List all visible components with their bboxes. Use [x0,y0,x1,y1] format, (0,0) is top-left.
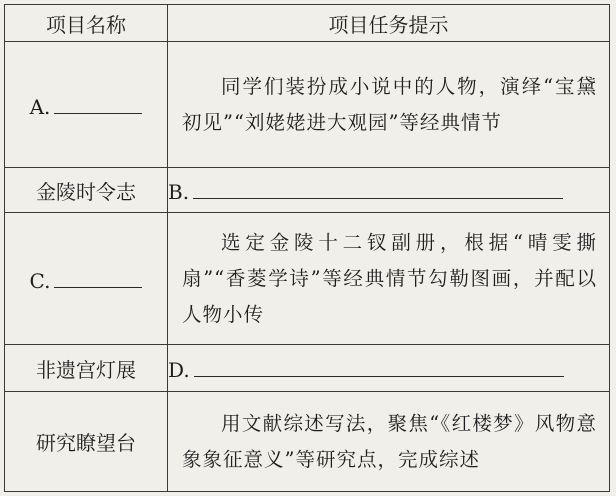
table-row [5,345,610,392]
task-cell-c [168,213,610,345]
name-cell-b: 金陵时令志 [5,168,168,213]
task-cell-d [168,345,610,392]
header-task-hint: 项目任务提示 [168,5,610,42]
task-cell-b [168,168,610,213]
fill-blank-b[interactable] [193,176,563,199]
table-row [5,213,610,345]
task-text-a: 同学们装扮成小说中的人物，演绎“宝黛初见”“刘姥姥进大观园”等经典情节 [182,74,597,134]
name-cell-c [5,213,168,345]
table-row [5,392,610,492]
blank-label-a: A. [29,94,51,119]
table-row [5,168,610,213]
project-task-table [4,4,610,492]
fill-blank-a[interactable] [54,91,142,114]
blank-label-b: B. [168,180,190,205]
task-text-e: 用文献综述写法，聚焦“《红楼梦》风物意象象征意义”等研究点，完成综述 [182,411,597,471]
table-header-row [5,5,610,42]
name-cell-d: 非遗宫灯展 [5,345,168,392]
name-cell-a [5,42,168,168]
fill-blank-c[interactable] [54,265,142,288]
blank-label-d: D. [168,358,190,383]
fill-blank-d[interactable] [194,354,564,377]
table-row [5,42,610,168]
header-project-name: 项目名称 [5,5,168,42]
task-text-c: 选定金陵十二钗副册，根据“晴雯撕扇”“香菱学诗”等经典情节勾勒图画，并配以人物小传 [182,230,597,326]
blank-label-c: C. [29,268,51,293]
task-cell-a [168,42,610,168]
task-cell-e [168,392,610,492]
name-cell-e: 研究瞭望台 [5,392,168,492]
